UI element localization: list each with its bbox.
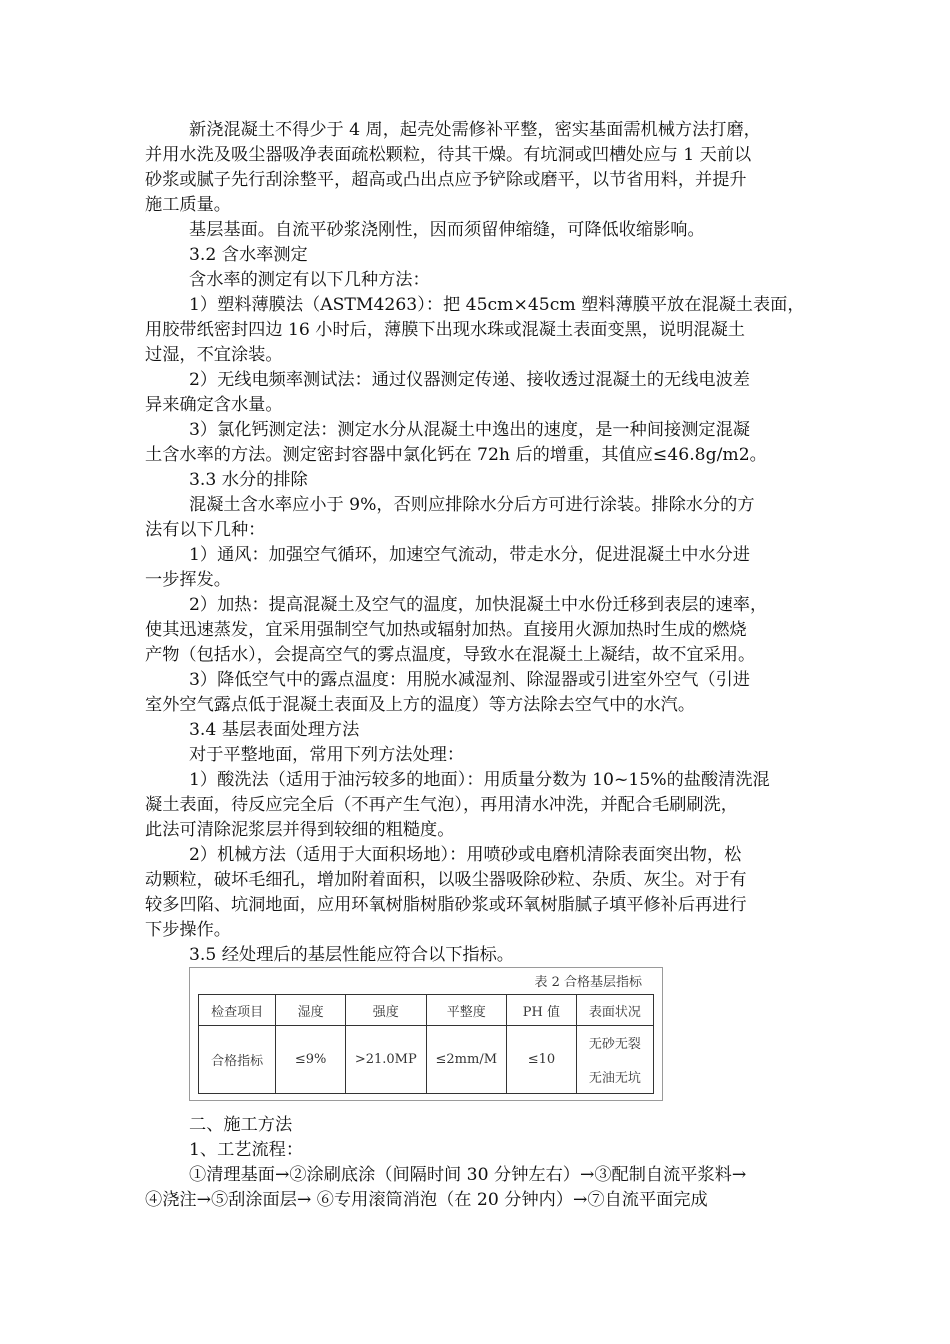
paragraph-line: 3）氯化钙测定法：测定水分从混凝土中逸出的速度，是一种间接测定混凝: [189, 420, 750, 440]
paragraph-line: 新浇混凝土不得少于 4 周，起壳处需修补平整，密实基面需机械方法打磨，: [189, 120, 761, 140]
paragraph-line: 使其迅速蒸发，宜采用强制空气加热或辐射加热。直接用火源加热时生成的燃烧: [145, 620, 747, 640]
paragraph-line: 土含水率的方法。测定密封容器中氯化钙在 72h 后的增重，其值应≤46.8g/m2。: [145, 445, 767, 465]
paragraph-line: 1）酸洗法（适用于油污较多的地面）：用质量分数为 10~15%的盐酸清洗混: [189, 770, 770, 790]
paragraph-line: 混凝土含水率应小于 9%，否则应排除水分后方可进行涂装。排除水分的方: [189, 495, 755, 515]
paragraph-line: 并用水洗及吸尘器吸净表面疏松颗粒，待其干燥。有坑洞或凹槽处应与 1 天前以: [145, 145, 752, 165]
table-header-cell: 表面状况: [576, 995, 653, 1026]
surface-value: 无砂无裂: [588, 1037, 641, 1053]
paragraph-line: 1）塑料薄膜法（ASTM4263）：把 45cm×45cm 塑料薄膜平放在混凝土表面，: [189, 295, 805, 315]
paragraph-line: 2）加热：提高混凝土及空气的温度，加快混凝土中水份迁移到表层的速率，: [189, 595, 768, 615]
paragraph-line: 此法可清除泥浆层并得到较细的粗糙度。: [145, 820, 455, 840]
paragraph-line: 1）通风：加强空气循环，加速空气流动，带走水分，促进混凝土中水分进: [189, 545, 750, 565]
section-heading: 3.2 含水率测定: [189, 245, 308, 265]
section-heading: 3.3 水分的排除: [189, 470, 308, 490]
paragraph-line: 基层基面。自流平砂浆浇刚性，因而须留伸缩缝，可降低收缩影响。: [189, 220, 705, 240]
paragraph-line: 对于平整地面，常用下列方法处理：: [189, 745, 465, 765]
paragraph-line: 异来确定含水量。: [145, 395, 283, 415]
table-caption: 表 2 合格基层指标: [534, 975, 642, 990]
surface-value: 无油无坑: [588, 1070, 641, 1086]
process-flow-line: ④浇注→⑤刮涂面层→ ⑥专用滚筒消泡（在 20 分钟内）→⑦自流平面完成: [145, 1190, 708, 1210]
table-cell-surface: [576, 1026, 653, 1094]
table-header-cell: 检查项目: [199, 995, 276, 1026]
paragraph-line: 产物（包括水），会提高空气的雾点温度，导致水在混凝土上凝结，故不宜采用。: [145, 645, 756, 665]
section-heading: 1、工艺流程：: [189, 1140, 304, 1160]
paragraph-line: 法有以下几种：: [145, 520, 266, 540]
table-cell: ≤2mm/M: [426, 1026, 506, 1094]
table-cell: ≤10: [507, 1026, 577, 1094]
section-heading: 3.5 经处理后的基层性能应符合以下指标。: [189, 945, 514, 965]
table-header-row: [199, 995, 654, 1026]
table-row: [199, 1026, 654, 1094]
paragraph-line: 凝土表面，待反应完全后（不再产生气泡），再用清水冲洗，并配合毛刷刷洗，: [145, 795, 738, 815]
paragraph-line: 动颗粒，破坏毛细孔，增加附着面积，以吸尘器吸除砂粒、杂质、灰尘。对于有: [145, 870, 747, 890]
table-header-cell: PH 值: [507, 995, 577, 1026]
qualified-base-table: [198, 994, 654, 1094]
table-header-cell: 平整度: [426, 995, 506, 1026]
chapter-heading: 二、施工方法: [189, 1115, 293, 1135]
process-flow-line: ①清理基面→②涂刷底涂（间隔时间 30 分钟左右）→③配制自流平浆料→: [189, 1165, 747, 1185]
table-header-cell: 湿度: [276, 995, 346, 1026]
paragraph-line: 施工质量。: [145, 195, 231, 215]
paragraph-line: 含水率的测定有以下几种方法：: [189, 270, 430, 290]
table-row-label: 合格指标: [199, 1026, 276, 1094]
paragraph-line: 砂浆或腻子先行刮涂整平，超高或凸出点应予铲除或磨平，以节省用料，并提升: [145, 170, 747, 190]
qualified-base-table-image: [189, 967, 663, 1101]
table-cell: >21.0MP: [346, 1026, 426, 1094]
paragraph-line: 下步操作。: [145, 920, 231, 940]
table-cell: ≤9%: [276, 1026, 346, 1094]
section-heading: 3.4 基层表面处理方法: [189, 720, 360, 740]
paragraph-line: 一步挥发。: [145, 570, 231, 590]
table-header-cell: 强度: [346, 995, 426, 1026]
paragraph-line: 用胶带纸密封四边 16 小时后，薄膜下出现水珠或混凝土表面变黑，说明混凝土: [145, 320, 745, 340]
paragraph-line: 2）机械方法（适用于大面积场地）：用喷砂或电磨机清除表面突出物，松: [189, 845, 742, 865]
paragraph-line: 2）无线电频率测试法：通过仪器测定传递、接收透过混凝土的无线电波差: [189, 370, 750, 390]
paragraph-line: 较多凹陷、坑洞地面，应用环氧树脂树脂砂浆或环氧树脂腻子填平修补后再进行: [145, 895, 747, 915]
paragraph-line: 室外空气露点低于混凝土表面及上方的温度）等方法除去空气中的水汽。: [145, 695, 696, 715]
paragraph-line: 3）降低空气中的露点温度：用脱水减湿剂、除湿器或引进室外空气（引进: [189, 670, 750, 690]
paragraph-line: 过湿，不宜涂装。: [145, 345, 283, 365]
